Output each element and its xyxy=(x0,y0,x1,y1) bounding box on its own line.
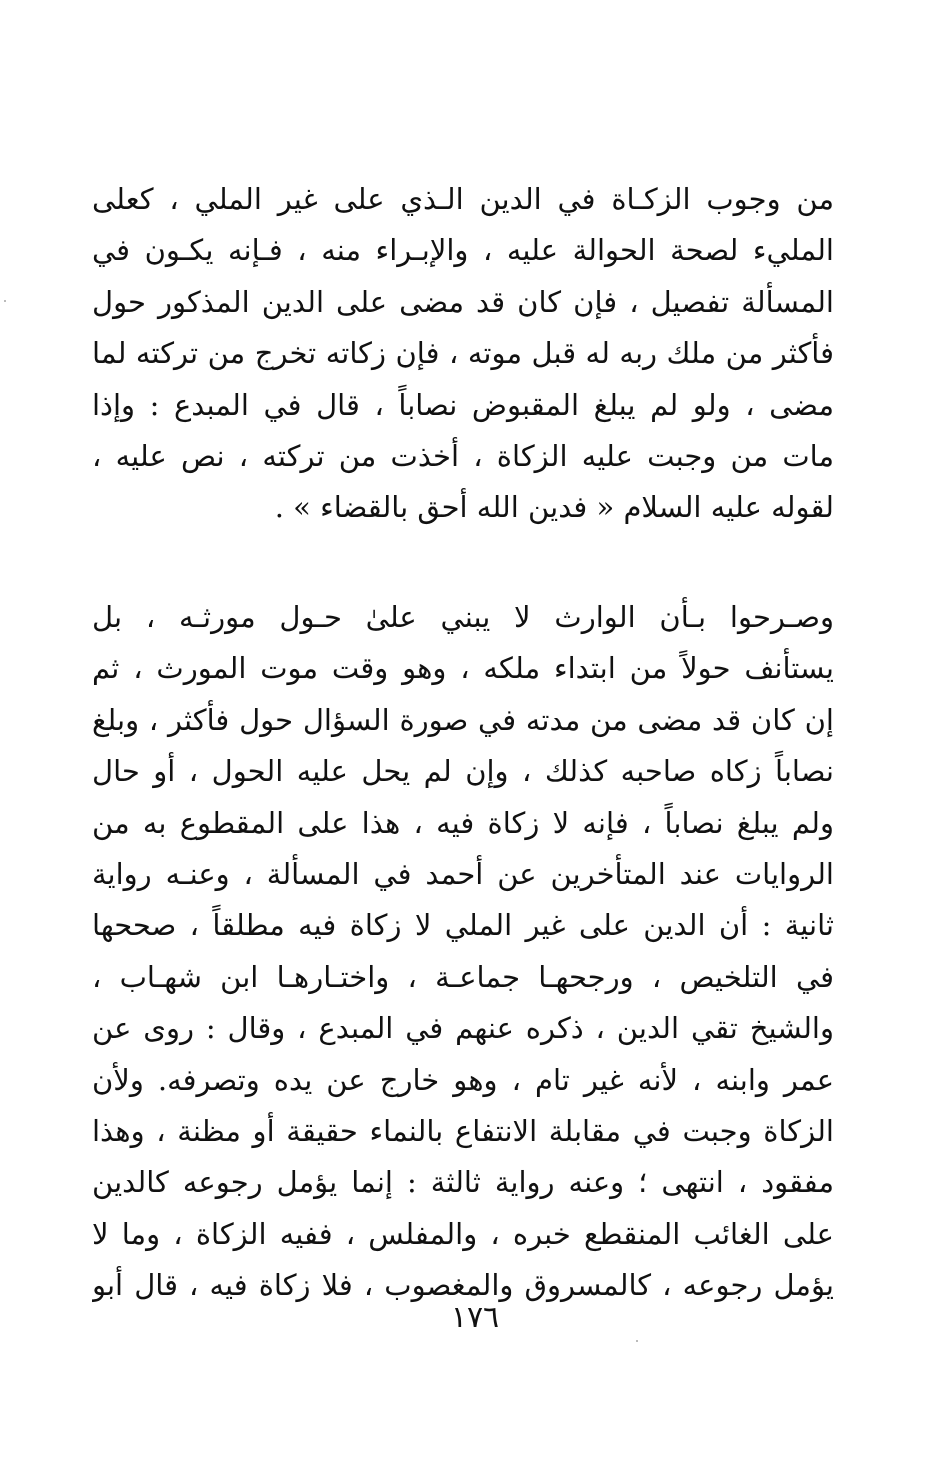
text-line: المليء لصحة الحوالة عليه ، والإبـراء منه ، فـإنه يكـون في xyxy=(92,233,834,268)
text-line: لقوله عليه السلام « فدين الله أحق بالقضاء » . xyxy=(274,490,834,525)
page-number: ١٧٦ xyxy=(450,1300,500,1335)
paragraph-2 xyxy=(92,592,834,1311)
text-line: مضى ، ولو لم يبلغ المقبوض نصاباً ، قال في المبدع : وإذا xyxy=(92,387,834,422)
paragraph-1 xyxy=(92,174,834,534)
text-line: يؤمل رجوعه ، كالمسروق والمغصوب ، فلا زكاة فيه ، قال أبو xyxy=(92,1268,834,1303)
text-line: على الغائب المنقطع خبره ، والمفلس ، ففيه الزكاة ، وما لا xyxy=(92,1216,834,1251)
text-line: مفقود ، انتهى ؛ وعنه رواية ثالثة : إنما يؤمل رجوعه كالدين xyxy=(92,1165,834,1200)
text-line: يستأنف حولاً من ابتداء ملكه ، وهو وقت موت المورث ، ثم xyxy=(92,651,834,686)
text-line: الزكاة وجبت في مقابلة الانتفاع بالنماء حقيقة أو مظنة ، وهذا xyxy=(92,1113,834,1148)
text-line: وصـرحوا بـأن الوارث لا يبني علىٰ حـول مورثـه ، بل xyxy=(92,600,834,634)
text-line: الروايات عند المتأخرين عن أحمد في المسألة ، وعنـه رواية xyxy=(92,856,834,891)
text-line: ولم يبلغ نصاباً ، فإنه لا زكاة فيه ، هذا على المقطوع به من xyxy=(92,805,834,840)
text-line: مات من وجبت عليه الزكاة ، أخذت من تركته ، نص عليه ، xyxy=(92,438,834,473)
scan-speck xyxy=(636,1340,638,1342)
text-line: فأكثر من ملك ربه له قبل موته ، فإن زكاته تخرج من تركته لما xyxy=(92,336,834,371)
text-line: عمر وابنه ، لأنه غير تام ، وهو خارج عن يده وتصرفه. ولأن xyxy=(92,1062,834,1097)
text-line: ثانية : أن الدين على غير الملي لا زكاة فيه مطلقاً ، صححها xyxy=(92,908,834,943)
text-line: والشيخ تقي الدين ، ذكره عنهم في المبدع ، وقال : روى عن xyxy=(92,1011,834,1046)
text-line: في التلخيص ، ورجحهـا جماعـة ، واختـارهـا ابن شهـاب ، xyxy=(92,959,834,994)
text-line: المسألة تفصيل ، فإن كان قد مضى على الدين المذكور حول xyxy=(92,284,834,319)
text-line: من وجوب الزكـاة في الدين الـذي على غير الملي ، كعلى xyxy=(92,182,834,216)
scan-speck xyxy=(4,300,6,302)
text-line: إن كان قد مضى من مدته في صورة السؤال حول فأكثر ، وبلغ xyxy=(92,702,834,737)
text-line: نصاباً زكاه صاحبه كذلك ، وإن لم يحل عليه الحول ، أو حال xyxy=(92,754,834,789)
